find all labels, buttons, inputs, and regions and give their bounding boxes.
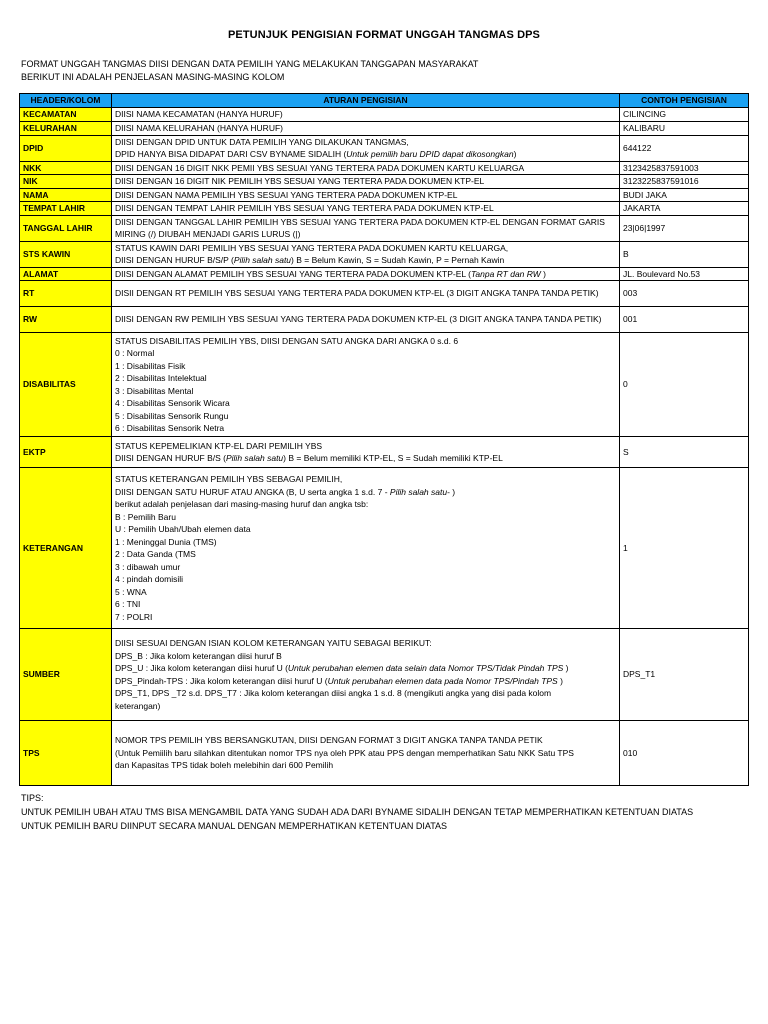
rule-cell xyxy=(112,202,620,216)
table-row xyxy=(20,721,749,786)
table-row xyxy=(20,188,749,202)
rule-text: NOMOR TPS PEMILIH YBS BERSANGKUTAN, DIISI DENGAN FORMAT 3 DIGIT ANGKA TANPA TANDA PETIK xyxy=(115,735,543,746)
row-header-cell: KETERANGAN xyxy=(20,468,112,629)
column-header-contoh: CONTOH PENGISIAN xyxy=(620,94,749,108)
rule-text: DIISI DENGAN DPID UNTUK DATA PEMILIH YANG DILAKUKAN TANGMAS, xyxy=(115,136,409,147)
rule-text: ) xyxy=(540,268,546,279)
rule-text: 5 : Disabilitas Sensorik Rungu xyxy=(115,410,229,421)
rule-line xyxy=(115,561,616,574)
rule-text: DIISI DENGAN TANGGAL LAHIR PEMILIH YBS SESUAI YANG TERTERA PADA DOKUMEN KTP-EL DENGAN FORMAT GARIS xyxy=(115,216,605,227)
column-header-aturan: ATURAN PENGISIAN xyxy=(112,94,620,108)
rule-line xyxy=(115,747,616,760)
row-header-cell: SUMBER xyxy=(20,629,112,721)
rule-text: DIISI DENGAN HURUF B/S/P ( xyxy=(115,255,234,265)
rule-line xyxy=(115,734,616,747)
rule-text: 2 : Disabilitas Intelektual xyxy=(115,373,207,383)
table-row xyxy=(20,215,749,241)
row-header-cell: DISABILITAS xyxy=(20,333,112,437)
tips-line-1: UNTUK PEMILIH UBAH ATAU TMS BISA MENGAMBIL DATA YANG SUDAH ADA DARI BYNAME SIDALIH DENGAN TETAP MEMPERHATIKAN KETENTUAN DIATAS xyxy=(21,807,694,817)
rule-text: DIISI DENGAN 16 DIGIT NIK PEMILIH YBS SESUAI YANG TERTERA PADA DOKUMEN KTP-EL xyxy=(115,176,485,186)
table-row xyxy=(20,629,749,721)
rule-text: ) B = Belum memiliki KTP-EL, S = Sudah memiliki KTP-EL xyxy=(283,453,503,463)
rule-line xyxy=(115,611,616,624)
rule-line xyxy=(115,523,616,536)
rule-text: 4 : Disabilitas Sensorik Wicara xyxy=(115,398,230,408)
rule-line xyxy=(115,148,616,161)
rule-text: DPS_B : Jika kolom keterangan diisi huruf B xyxy=(115,650,282,661)
rule-line xyxy=(115,473,616,486)
rule-text: DISII DENGAN RT PEMILIH YBS SESUAI YANG TERTERA PADA DOKUMEN KTP-EL (3 DIGIT ANGKA TANPA TANDA PETIK) xyxy=(115,288,599,299)
rule-line xyxy=(115,162,616,175)
rule-text: 2 : Data Ganda (TMS xyxy=(115,549,196,559)
example-cell: KALIBARU xyxy=(620,122,749,136)
rule-line xyxy=(115,410,616,423)
rule-line xyxy=(115,335,616,348)
rule-text: U : Pemilih Ubah/Ubah elemen data xyxy=(115,524,251,534)
rule-line xyxy=(115,759,616,772)
rule-line xyxy=(115,216,616,229)
rule-text: MIRING (/) DIUBAH MENJADI GARIS LURUS (|) xyxy=(115,229,301,239)
row-header-cell: TEMPAT LAHIR xyxy=(20,202,112,216)
rule-text: DIISI DENGAN ALAMAT PEMILIH YBS SESUAI YANG TERTERA PADA DOKUMEN KTP-EL ( xyxy=(115,268,471,279)
rule-line xyxy=(115,136,616,149)
rule-line xyxy=(115,650,616,663)
row-header-cell: DPID xyxy=(20,135,112,161)
row-header-cell: RT xyxy=(20,281,112,307)
rule-line xyxy=(115,242,616,255)
example-cell: 010 xyxy=(620,721,749,786)
rule-line xyxy=(115,189,616,202)
rule-text-italic: Untuk pemilih baru DPID dapat dikosongkan xyxy=(346,149,514,159)
rule-line xyxy=(115,313,616,326)
rule-cell xyxy=(112,215,620,241)
rule-text: DIISI DENGAN NAMA PEMILIH YBS SESUAI YANG TERTERA PADA DOKUMEN KTP-EL xyxy=(115,189,458,200)
table-row xyxy=(20,333,749,437)
table-row xyxy=(20,241,749,267)
example-cell: B xyxy=(620,241,749,267)
rule-text: DIISI DENGAN SATU HURUF ATAU ANGKA (B, U serta angka 1 s.d. 7 - xyxy=(115,486,390,497)
rule-text: B : Pemilih Baru xyxy=(115,511,176,522)
rule-line xyxy=(115,573,616,586)
rule-line xyxy=(115,687,616,700)
rule-text: 3 : Disabilitas Mental xyxy=(115,385,194,396)
rule-text: DIISI DENGAN TEMPAT LAHIR PEMILIH YBS SESUAI YANG TERTERA PADA DOKUMEN KTP-EL xyxy=(115,203,494,213)
rule-line xyxy=(115,347,616,360)
rule-text: 3 : dibawah umur xyxy=(115,561,181,572)
rule-text: 4 : pindah domisili xyxy=(115,574,184,584)
table-row xyxy=(20,307,749,333)
rule-line xyxy=(115,452,616,465)
table-row xyxy=(20,122,749,136)
rule-line xyxy=(115,548,616,561)
rule-cell xyxy=(112,437,620,468)
example-cell: JL. Boulevard No.53 xyxy=(620,267,749,281)
rule-line xyxy=(115,675,616,688)
rule-text-italic: Pilih salah satu xyxy=(233,255,292,265)
row-header-cell: ALAMAT xyxy=(20,267,112,281)
rule-cell xyxy=(112,175,620,189)
rule-cell xyxy=(112,307,620,333)
table-row xyxy=(20,108,749,122)
rule-text: DPID HANYA BISA DIDAPAT DARI CSV BYNAME SIDALIH ( xyxy=(115,149,347,159)
rule-line xyxy=(115,108,616,121)
rule-text: (Untuk Pemiilih baru silahkan ditentukan nomor TPS nya oleh PPK atau PPS dengan memperhatikan Satu NKK Satu TPS xyxy=(115,747,574,758)
rule-text: STATUS KEPEMELIKIAN KTP-EL DARI PEMILIH YBS xyxy=(115,440,323,451)
row-header-cell: TPS xyxy=(20,721,112,786)
table-row xyxy=(20,267,749,281)
example-cell: 1 xyxy=(620,468,749,629)
rule-text: berikut adalah penjelasan dari masing-masing huruf dan angka tsb: xyxy=(115,499,369,509)
tips-label: TIPS: xyxy=(21,793,44,803)
intro-line-2: BERIKUT INI ADALAH PENJELASAN MASING-MASING KOLOM xyxy=(21,72,285,82)
rule-line xyxy=(115,511,616,524)
rule-line xyxy=(115,440,616,453)
rule-line xyxy=(115,536,616,549)
rule-text: DIISI NAMA KELURAHAN (HANYA HURUF) xyxy=(115,123,283,133)
rule-text: dan Kapasitas TPS tidak boleh melebihin dari 600 Pemilih xyxy=(115,760,334,771)
rule-line xyxy=(115,360,616,373)
rule-text-italic: Tanpa RT dan RW xyxy=(471,268,541,279)
example-cell: 3123425837591003 xyxy=(620,161,749,175)
rule-text: DPS_T1, DPS _T2 s.d. DPS_T7 : Jika kolom keterangan diisi angka 1 s.d. 8 (mengikuti angka yang disi pada kolom xyxy=(115,688,552,698)
example-cell: 001 xyxy=(620,307,749,333)
table-row xyxy=(20,202,749,216)
rule-line xyxy=(115,397,616,410)
rule-cell xyxy=(112,721,620,786)
row-header-cell: RW xyxy=(20,307,112,333)
rule-cell xyxy=(112,267,620,281)
table-row xyxy=(20,135,749,161)
example-cell: BUDI JAKA xyxy=(620,188,749,202)
table-row xyxy=(20,281,749,307)
rule-text-italic: Pilih salah satu xyxy=(389,486,448,497)
rule-text: 1 : Disabilitas Fisik xyxy=(115,360,186,371)
rule-line xyxy=(115,486,616,499)
rule-text: ) xyxy=(513,149,517,159)
rule-cell xyxy=(112,333,620,437)
rule-line xyxy=(115,372,616,385)
rule-text: keterangan) xyxy=(115,700,161,711)
rule-text: - ) xyxy=(447,486,456,497)
example-cell: 23|06|1997 xyxy=(620,215,749,241)
rule-text: DPS_U : Jika kolom keterangan diisi huruf U ( xyxy=(115,663,288,673)
example-cell: CILINCING xyxy=(620,108,749,122)
row-header-cell: KECAMATAN xyxy=(20,108,112,122)
row-header-cell: NKK xyxy=(20,161,112,175)
rule-text: ) xyxy=(563,663,569,673)
rule-text: 5 : WNA xyxy=(115,586,147,597)
rule-cell xyxy=(112,135,620,161)
rule-text: ) B = Belum Kawin, S = Sudah Kawin, P = Pernah Kawin xyxy=(291,255,505,265)
rule-line xyxy=(115,700,616,713)
rule-text: DIISI NAMA KECAMATAN (HANYA HURUF) xyxy=(115,109,283,120)
rule-text: DIISI DENGAN HURUF B/S ( xyxy=(115,453,226,463)
rule-line xyxy=(115,637,616,650)
rule-cell xyxy=(112,281,620,307)
rule-cell xyxy=(112,108,620,122)
example-cell: 003 xyxy=(620,281,749,307)
page-title: PETUNJUK PENGISIAN FORMAT UNGGAH TANGMAS DPS xyxy=(227,29,540,41)
rule-text: DIISI SESUAI DENGAN ISIAN KOLOM KETERANGAN YAITU SEBAGAI BERIKUT: xyxy=(115,638,432,648)
table-header-row xyxy=(20,94,749,108)
row-header-cell: NIK xyxy=(20,175,112,189)
row-header-cell: EKTP xyxy=(20,437,112,468)
row-header-cell: NAMA xyxy=(20,188,112,202)
rule-line xyxy=(115,662,616,675)
column-header-kolom: HEADER/KOLOM xyxy=(20,94,112,108)
example-cell: 3123225837591016 xyxy=(620,175,749,189)
rule-text: DPS_Pindah-TPS : Jika kolom keterangan diisi huruf U ( xyxy=(115,675,328,686)
row-header-cell: TANGGAL LAHIR xyxy=(20,215,112,241)
row-header-cell: STS KAWIN xyxy=(20,241,112,267)
rule-text: 6 : TNI xyxy=(115,599,141,609)
instruction-table xyxy=(19,93,749,786)
table-row xyxy=(20,468,749,629)
tips-section xyxy=(21,791,693,833)
intro-line-1: FORMAT UNGGAH TANGMAS DIISI DENGAN DATA PEMILIH YANG MELAKUKAN TANGGAPAN MASYARAKAT xyxy=(21,59,479,69)
rule-line xyxy=(115,586,616,599)
rule-text: 1 : Meninggal Dunia (TMS) xyxy=(115,536,217,547)
row-header-cell: KELURAHAN xyxy=(20,122,112,136)
rule-text: 6 : Disabilitas Sensorik Netra xyxy=(115,423,225,433)
rule-line xyxy=(115,287,616,300)
rule-line xyxy=(115,498,616,511)
example-cell: S xyxy=(620,437,749,468)
table-row xyxy=(20,161,749,175)
rule-line xyxy=(115,228,616,241)
rule-cell xyxy=(112,629,620,721)
rule-line xyxy=(115,175,616,188)
rule-text: STATUS KETERANGAN PEMILIH YBS SEBAGAI PEMILIH, xyxy=(115,474,343,484)
rule-cell xyxy=(112,241,620,267)
rule-cell xyxy=(112,468,620,629)
rule-text: STATUS KAWIN DARI PEMILIH YBS SESUAI YANG TERTERA PADA DOKUMEN KARTU KELUARGA, xyxy=(115,242,509,253)
example-cell: 644122 xyxy=(620,135,749,161)
rule-text-italic: Untuk perubahan elemen data pada Nomor TPS/Pindah TPS xyxy=(327,675,558,686)
rule-text: 0 : Normal xyxy=(115,348,155,358)
tips-line-2: UNTUK PEMILIH BARU DIINPUT SECARA MANUAL DENGAN MEMPERHATIKAN KETENTUAN DIATAS xyxy=(21,821,448,831)
example-cell: 0 xyxy=(620,333,749,437)
rule-text: ) xyxy=(557,675,563,686)
example-cell: DPS_T1 xyxy=(620,629,749,721)
rule-text: 7 : POLRI xyxy=(115,611,153,622)
rule-text-italic: Untuk perubahan elemen data selain data Nomor TPS/Tidak Pindah TPS xyxy=(287,663,564,673)
rule-line xyxy=(115,122,616,135)
table-body xyxy=(20,108,749,786)
rule-text: STATUS DISABILITAS PEMILIH YBS, DIISI DENGAN SATU ANGKA DARI ANGKA 0 s.d. 6 xyxy=(115,335,459,346)
rule-line xyxy=(115,202,616,215)
table-row xyxy=(20,175,749,189)
rule-text: DIISI DENGAN 16 DIGIT NKK PEMII YBS SESUAI YANG TERTERA PADA DOKUMEN KARTU KELUARGA xyxy=(115,162,525,173)
rule-line xyxy=(115,385,616,398)
rule-line xyxy=(115,598,616,611)
rule-text: DIISI DENGAN RW PEMILIH YBS SESUAI YANG TERTERA PADA DOKUMEN KTP-EL (3 DIGIT ANGKA TANPA TANDA PETIK) xyxy=(115,314,602,325)
rule-line xyxy=(115,254,616,267)
rule-cell xyxy=(112,122,620,136)
rule-cell xyxy=(112,161,620,175)
rule-cell xyxy=(112,188,620,202)
rule-line xyxy=(115,268,616,281)
table-row xyxy=(20,437,749,468)
example-cell: JAKARTA xyxy=(620,202,749,216)
rule-line xyxy=(115,422,616,435)
rule-text-italic: Pilih salah satu xyxy=(225,453,284,463)
